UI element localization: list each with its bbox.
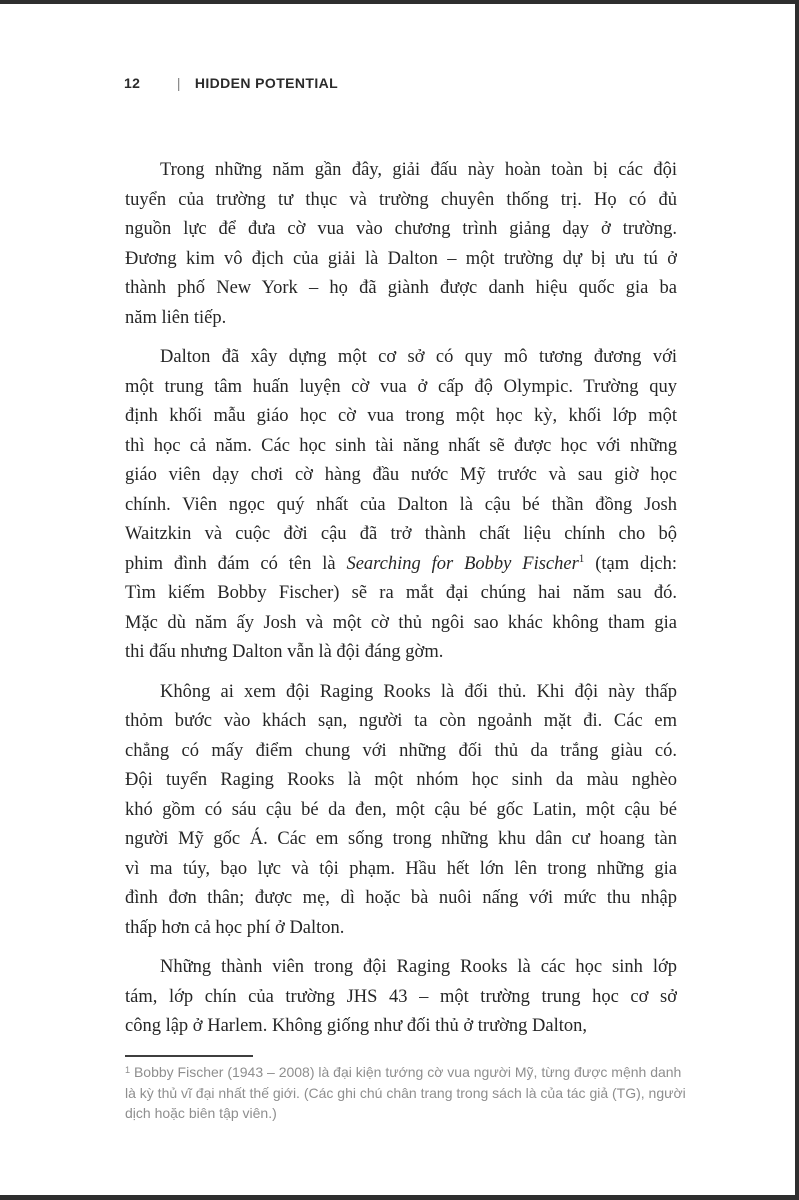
- text-line: Mặc dù năm ấy Josh và một cờ thủ ngôi sao khác không tham gia: [125, 612, 677, 633]
- body-text: [125, 156, 677, 1042]
- text-line: định khối mẫu giáo học cờ vua trong một học kỳ, khối lớp một: [125, 406, 677, 426]
- text-line: giáo viên dạy chơi cờ hàng đầu nước Mỹ trước và sau giờ học: [125, 465, 677, 485]
- italic-text: Searching for Bobby Fischer: [346, 553, 579, 574]
- text-run: (tạm dịch:: [584, 553, 677, 574]
- text-line: vì ma túy, bạo lực và tội phạm. Hầu hết lớn lên trong những gia: [125, 858, 677, 879]
- running-header: [124, 75, 338, 91]
- text-run: Bobby Fischer (1943 – 2008) là đại kiện tướng cờ vua người Mỹ, từng được mệnh danh: [130, 1064, 682, 1080]
- text-line: Đương kim vô địch của giải là Dalton – một trường dự bị ưu tú ở: [125, 248, 677, 269]
- text-line: khó gồm có sáu cậu bé da đen, một cậu bé gốc Latin, một cậu bé: [125, 799, 677, 820]
- text-line: thỏm bước vào khách sạn, người ta còn ngoảnh mặt đi. Các em: [125, 711, 677, 731]
- paragraph: [125, 343, 677, 668]
- text-line: Dalton đã xây dựng một cơ sở có quy mô tương đương với: [160, 347, 677, 367]
- page-number: 12: [124, 75, 141, 91]
- footnote: [125, 1062, 747, 1124]
- text-run: phim đình đám có tên là: [125, 553, 347, 574]
- text-line: thi đấu nhưng Dalton vẫn là đội đáng gờm.: [125, 642, 444, 662]
- text-line: chẳng có mấy điểm chung với những đối thủ da trắng giàu có.: [125, 740, 677, 761]
- paragraph: [125, 953, 677, 1042]
- text-line: thấp hơn cả học phí ở Dalton.: [125, 917, 345, 938]
- text-line: Tìm kiếm Bobby Fischer) sẽ ra mắt đại chúng hai năm sau đó.: [125, 583, 677, 603]
- text-line: tuyển của trường tư thục và trường chuyên thống trị. Họ có đủ: [125, 189, 677, 210]
- text-line: Waitzkin và cuộc đời cậu đã trở thành chất liệu chính cho bộ: [125, 524, 677, 544]
- text-line: đình đơn thân; được mẹ, dì hoặc bà nuôi nấng với mức thu nhập: [125, 888, 677, 908]
- paragraph: [125, 156, 677, 333]
- book-title: HIDDEN POTENTIAL: [194, 75, 339, 91]
- text-line: nguồn lực để đưa cờ vua vào chương trình giảng dạy ở trường.: [125, 219, 677, 239]
- text-line: người Mỹ gốc Á. Các em sống trong những khu dân cư hoang tàn: [125, 829, 677, 849]
- footnote-line: dịch hoặc biên tập viên.): [125, 1105, 277, 1121]
- paragraph: [125, 678, 677, 944]
- footnote-line: [125, 1062, 747, 1083]
- text-line: thì học cả năm. Các học sinh tài năng nhất sẽ được học với những: [125, 435, 677, 456]
- text-line: một trung tâm huấn luyện cờ vua ở cấp độ Olympic. Trường quy: [125, 376, 677, 397]
- footnote-reference: 1: [578, 553, 585, 566]
- text-line: Những thành viên trong đội Raging Rooks là các học sinh lớp: [160, 957, 677, 977]
- footnote-reference: 1: [125, 1064, 131, 1075]
- text-line: công lập ở Harlem. Không giống như đối thủ ở trường Dalton,: [125, 1016, 587, 1036]
- footnote-line: là kỳ thủ vĩ đại nhất thế giới. (Các ghi chú chân trang trong sách là của tác giả (TG), người: [125, 1084, 686, 1101]
- text-line: năm liên tiếp.: [125, 307, 227, 328]
- text-line: tám, lớp chín của trường JHS 43 – một trường trung học cơ sở: [125, 986, 677, 1007]
- text-line: [125, 550, 677, 580]
- text-line: chính. Viên ngọc quý nhất của Dalton là cậu bé thần đồng Josh: [125, 494, 677, 515]
- header-separator: |: [177, 75, 181, 91]
- text-line: Trong những năm gần đây, giải đấu này hoàn toàn bị các đội: [160, 160, 677, 180]
- text-line: thành phố New York – họ đã giành được danh hiệu quốc gia ba: [125, 278, 677, 298]
- text-line: Không ai xem đội Raging Rooks là đối thủ. Khi đội này thấp: [160, 681, 677, 702]
- text-line: Đội tuyển Raging Rooks là một nhóm học sinh da màu nghèo: [125, 770, 677, 790]
- footnote-separator: [125, 1055, 253, 1057]
